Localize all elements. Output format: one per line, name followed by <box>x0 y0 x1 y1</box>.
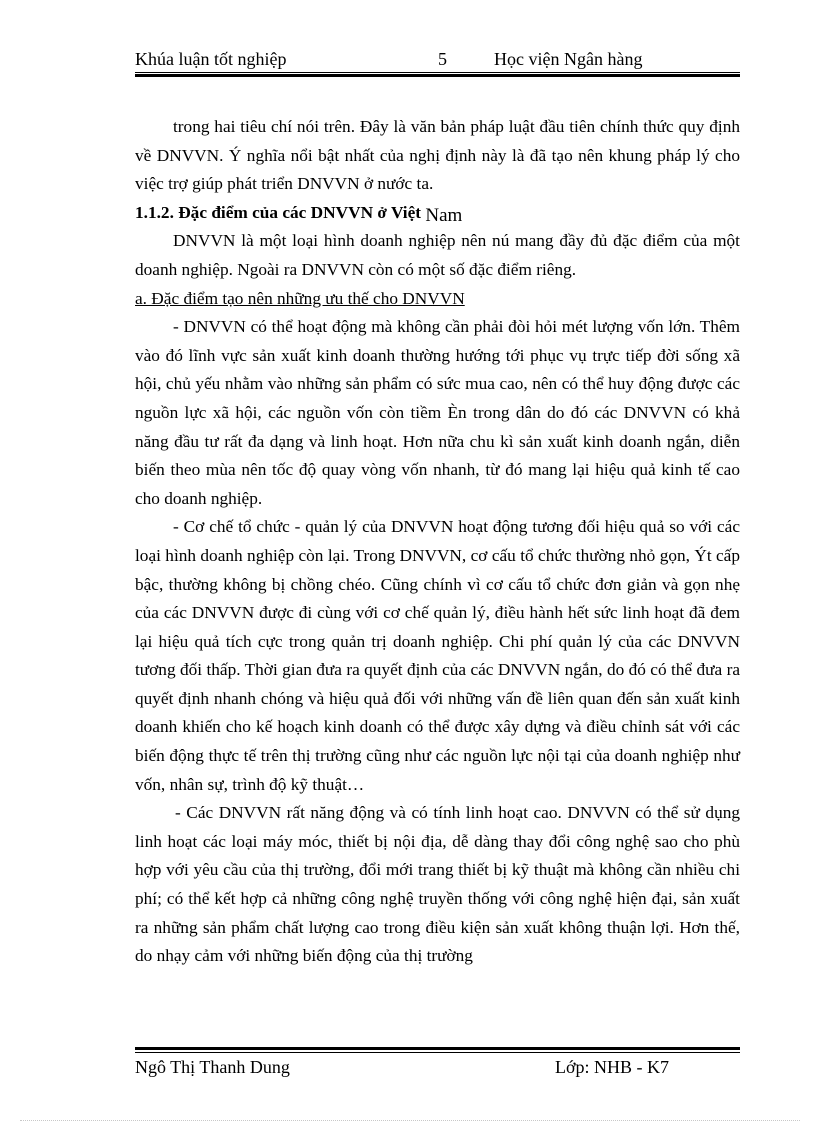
document-body <box>135 113 740 971</box>
paragraph-intro: trong hai tiêu chí nói trên. Đây là văn bản pháp luật đầu tiên chính thức quy định về DNVVN. Ý nghĩa nổi bật nhất của nghị định này là đã tạo nên khung pháp lý cho việc trợ giúp phát triển DNVVN ở nước ta. <box>135 117 740 194</box>
header-page-number: 5 <box>438 49 447 69</box>
section-heading <box>135 199 740 228</box>
page-header <box>135 49 740 71</box>
paragraph-capital: - DNVVN có thể hoạt động mà không cần phải đòi hỏi mét lượng vốn lớn. Thêm vào đó lĩnh vực sản xuất kinh doanh thường hướng tới phục vụ trực tiếp đời sống xã hội, chủ yếu nhằm vào những sản phẩm có sức mua cao, nên có thể huy động được các nguồn lực xã hội, các nguồn vốn còn tiềm Èn trong dân do đó các DNVVN có khả năng đầu tư rất đa dạng và linh hoạt. Hơn nữa chu kì sản xuất kinh doanh ngắn, diễn biến theo mùa nên tốc độ quay vòng vốn nhanh, từ đó mang lại hiệu quả kinh tế cao cho doanh nghiệp. <box>135 317 740 508</box>
footer-class: Lớp: NHB - K7 <box>555 1057 670 1077</box>
footer-author: Ngô Thị Thanh Dung <box>135 1057 290 1077</box>
subheading-text: a. Đặc điểm tạo nên những ưu thế cho DNVVN <box>135 288 465 308</box>
footer-rule-thick <box>135 1047 740 1050</box>
paragraph-overview: DNVVN là một loại hình doanh nghiệp nên nú mang đầy đủ đặc điểm của một doanh nghiệp. Ngoài ra DNVVN còn có một số đặc điểm riêng. <box>135 231 740 279</box>
page-footer <box>135 1057 740 1079</box>
section-heading-tail: Nam <box>425 204 463 226</box>
footer-rule-thin <box>135 1052 740 1053</box>
page-edge-dotted-line <box>20 1120 800 1121</box>
header-rule-thin <box>135 72 740 73</box>
paragraph-management: - Cơ chế tổ chức - quản lý của DNVVN hoạt động tương đối hiệu quả so với các loại hình doanh nghiệp còn lại. Trong DNVVN, cơ cấu tổ chức thường nhỏ gọn, Ýt cấp bậc, thường không bị chồng chéo. Cũng chính vì cơ cấu tổ chức đơn giản và gọn nhẹ của các DNVVN được đi cùng với cơ chế quản lý, điều hành hết sức linh hoạt đã đem lại hiệu quả tích cực trong quản trị doanh nghiệp. Chi phí quản lý của các DNVVN tương đối thấp. Thời gian đưa ra quyết định của các DNVVN ngắn, do đó có thể đưa ra quyết định nhanh chóng và hiệu quả đối với những vấn đề liên quan đến sản xuất kinh doanh khiến cho kế hoạch kinh doanh có thể được xây dựng và điều chỉnh sát với các biến động thực tế trên thị trường cũng như các nguồn lực nội tại của doanh nghiệp như vốn, nhân sự, trình độ kỹ thuật… <box>135 517 740 794</box>
header-thesis-title: Khúa luận tốt nghiệp <box>135 49 287 69</box>
paragraph-flexibility: - Các DNVVN rất năng động và có tính linh hoạt cao. DNVVN có thể sử dụng linh hoạt các loại máy móc, thiết bị nội địa, dễ dàng thay đổi công nghệ sao cho phù hợp với yêu cầu của thị trường, đổi mới trang thiết bị kỹ thuật mà không cần nhiều chi phí; có thể kết hợp cả những công nghệ truyền thống với công nghệ hiện đại, sản xuất ra những sản phẩm chất lượng cao trong điều kiện sản xuất không thuận lợi. Hơn thế, do nhạy cảm với những biến động của thị trường <box>135 803 740 966</box>
header-institution: Học viện Ngân hàng <box>494 49 643 69</box>
section-heading-text: 1.1.2. Đặc điểm của các DNVVN ở Việt <box>135 202 422 222</box>
subheading <box>135 285 740 314</box>
header-rule-thick <box>135 74 740 77</box>
